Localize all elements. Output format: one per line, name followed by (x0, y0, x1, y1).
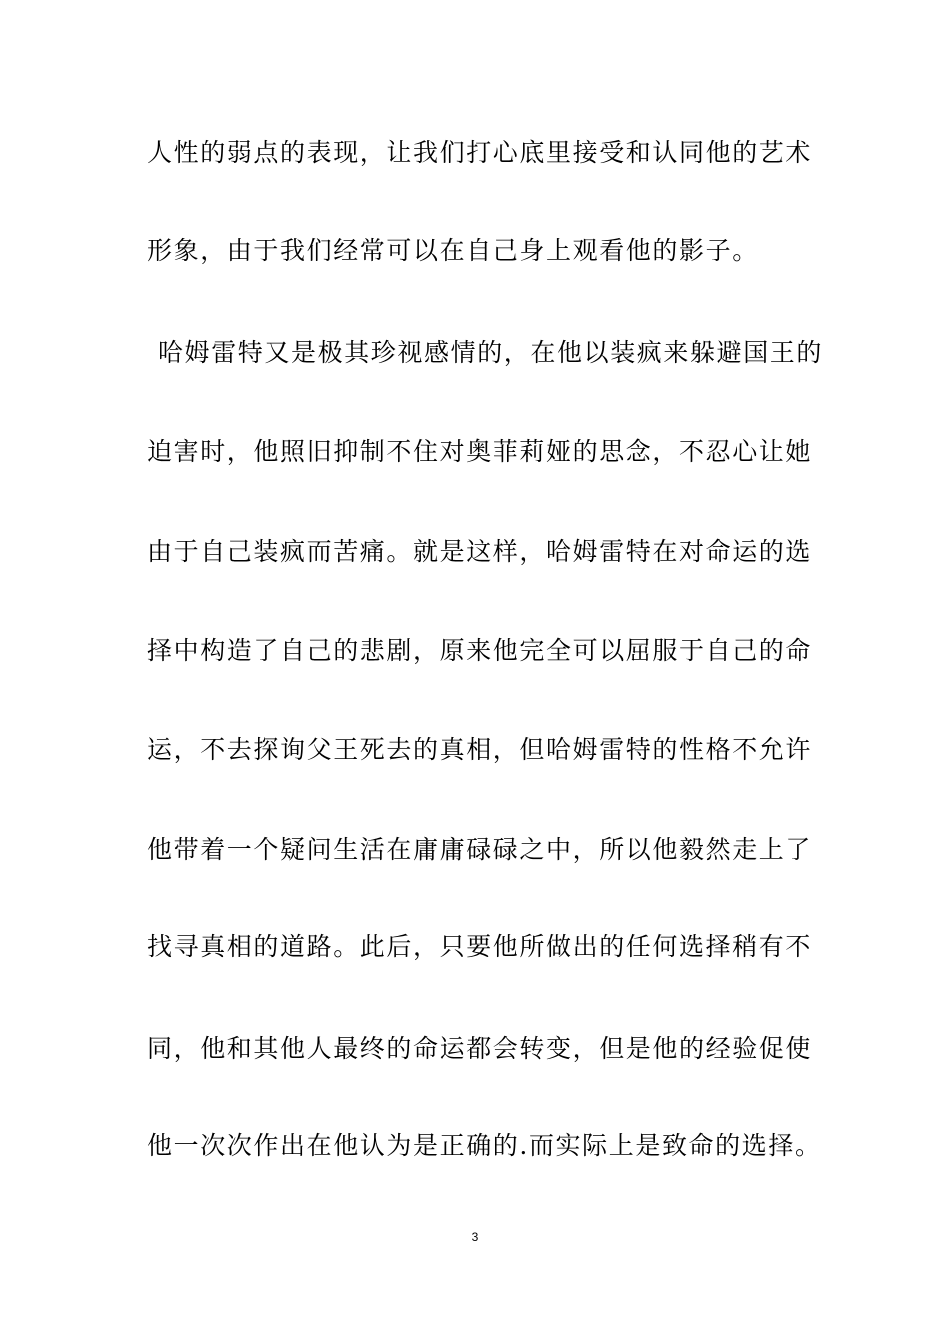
text-line-4: 迫害时，他照旧抑制不住对奥菲莉娅的思念，不忍心让她 (147, 437, 813, 466)
text-line-8: 他带着一个疑问生活在庸庸碌碌之中，所以他毅然走上了 (147, 835, 813, 864)
text-line-10: 同，他和其他人最终的命运都会转变，但是他的经验促使 (147, 1034, 813, 1063)
text-line-1: 人性的弱点的表现，让我们打心底里接受和认同他的艺术 (147, 138, 813, 167)
text-line-11: 他一次次作出在他认为是正确的.而实际上是致命的选择。 (147, 1131, 822, 1160)
text-line-6: 择中构造了自己的悲剧，原来他完全可以屈服于自己的命 (147, 636, 813, 665)
text-line-7: 运，不去探询父王死去的真相，但哈姆雷特的性格不允许 (147, 735, 813, 764)
text-line-2: 形象，由于我们经常可以在自己身上观看他的影子。 (147, 236, 759, 265)
text-line-3: 哈姆雷特又是极其珍视感情的，在他以装疯来躲避国王的 (158, 338, 824, 367)
text-line-5: 由于自己装疯而苦痛。就是这样，哈姆雷特在对命运的选 (147, 537, 813, 566)
text-line-9: 找寻真相的道路。此后，只要他所做出的任何选择稍有不 (147, 932, 813, 961)
page-number: 3 (471, 1230, 479, 1244)
